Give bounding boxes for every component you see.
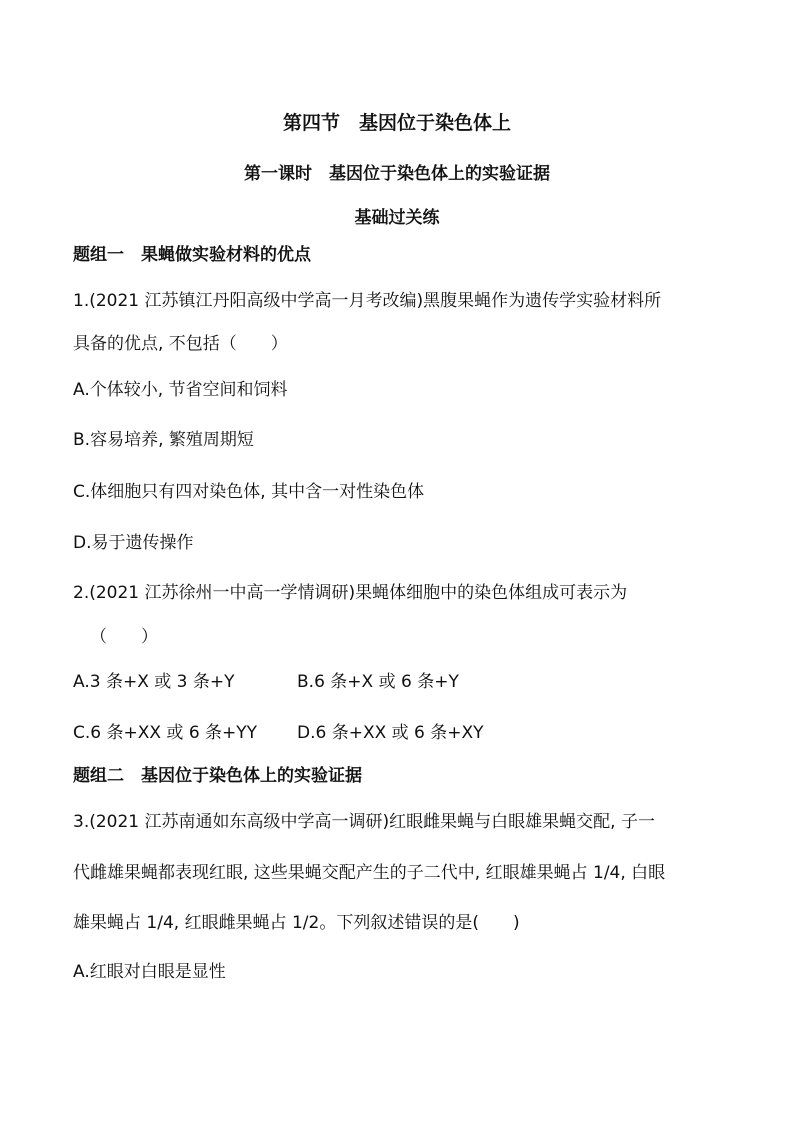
q1-option-a: A.个体较小, 节省空间和饲料 [73,380,288,400]
q2-stem-line2: （ ） [90,627,158,647]
q1-stem-line1: 1.(2021 江苏镇江丹阳高级中学高一月考改编)黑腹果蝇作为遗传学实验材料所 [73,291,662,311]
q2-option-b: B.6 条+X 或 6 条+Y [297,672,459,692]
exercise-title: 基础过关练 [354,208,440,228]
q2-option-c: C.6 条+XX 或 6 条+YY [73,723,258,743]
q1-option-d: D.易于遗传操作 [73,533,194,553]
lesson-title: 第一课时 基因位于染色体上的实验证据 [244,164,550,184]
q3-stem-line2: 代雌雄果蝇都表现红眼, 这些果蝇交配产生的子二代中, 红眼雄果蝇占 1/4, 白眼 [73,863,666,883]
q3-option-a: A.红眼对白眼是显性 [73,962,226,982]
section-title: 第四节 基因位于染色体上 [282,112,511,134]
q2-option-d: D.6 条+XX 或 6 条+XY [297,723,484,743]
group1-title: 题组一 果蝇做实验材料的优点 [73,245,311,265]
q1-option-c: C.体细胞只有四对染色体, 其中含一对性染色体 [73,482,425,502]
q1-stem-line2: 具备的优点, 不包括（ ） [73,334,288,354]
q3-stem-line3: 雄果蝇占 1/4, 红眼雌果蝇占 1/2。下列叙述错误的是( ) [73,913,520,933]
q2-option-a: A.3 条+X 或 3 条+Y [73,672,235,692]
q3-stem-line1: 3.(2021 江苏南通如东高级中学高一调研)红眼雌果蝇与白眼雄果蝇交配, 子一 [73,812,655,832]
group2-title: 题组二 基因位于染色体上的实验证据 [73,766,362,786]
q1-option-b: B.容易培养, 繁殖周期短 [73,430,254,450]
q2-stem-line1: 2.(2021 江苏徐州一中高一学情调研)果蝇体细胞中的染色体组成可表示为 [73,583,628,603]
